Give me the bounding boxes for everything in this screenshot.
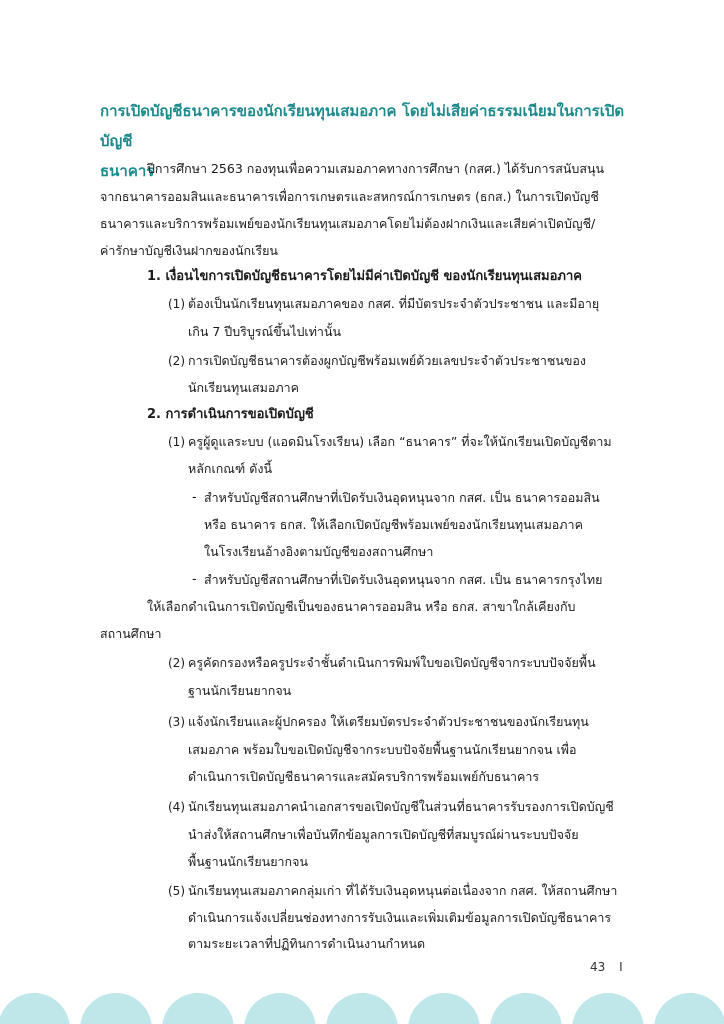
list-item-line: นักเรียนทุนเสมอภาคกลุ่มเก่า ที่ได้รับเงินอุดหนุนต่อเนื่องจาก กสศ. ให้สถานศึกษา [188, 883, 618, 898]
item-number: (5) [168, 884, 185, 898]
list-item-line: แจ้งนักเรียนและผู้ปกครอง ให้เตรียมบัตรประจำตัวประชาชนของนักเรียนทุน [188, 714, 589, 729]
list-item-line: เสมอภาค พร้อมใบขอเปิดบัญชีจากระบบปัจจัยพื้นฐานนักเรียนยากจน เพื่อ [188, 742, 577, 757]
list-item-line: ดำเนินการแจ้งเปลี่ยนช่องทางการรับเงินและเพิ่มเติมข้อมูลการเปิดบัญชีธนาคาร [188, 910, 612, 925]
bullet-line: สำหรับบัญชีสถานศึกษาที่เปิดรับเงินอุดหนุนจาก กสศ. เป็น ธนาคารกรุงไทย [204, 572, 603, 587]
item-number: (1) [168, 435, 185, 449]
continuation-line: ให้เลือกดำเนินการเปิดบัญชีเป็นของธนาคารออมสิน หรือ ธกส. สาขาใกล้เคียงกับ [147, 599, 576, 614]
decor-circle [244, 993, 316, 1024]
item-number: (4) [168, 800, 185, 814]
list-item-line: นักเรียนทุนเสมอภาค [188, 380, 300, 395]
decorative-wave-circles [0, 985, 724, 1024]
section-2-heading: 2. การดำเนินการขอเปิดบัญชี [147, 407, 314, 422]
bullet-dash: - [192, 572, 197, 587]
bullet-line: สำหรับบัญชีสถานศึกษาที่เปิดรับเงินอุดหนุนจาก กสศ. เป็น ธนาคารออมสิน [204, 490, 600, 505]
list-item-line: เกิน 7 ปีบริบูรณ์ขึ้นไปเท่านั้น [188, 324, 342, 339]
page-number-value: 43 [590, 960, 606, 974]
item-number: (2) [168, 656, 185, 670]
list-item-line: ต้องเป็นนักเรียนทุนเสมอภาคของ กสศ. ที่มีบัตรประจำตัวประชาชน และมีอายุ [188, 296, 600, 311]
page-number [590, 960, 623, 974]
item-number: (2) [168, 354, 185, 368]
decor-circle [572, 993, 644, 1024]
item-number: (3) [168, 715, 185, 729]
decor-circle [408, 993, 480, 1024]
decor-circle [326, 993, 398, 1024]
page-title: การเปิดบัญชีธนาคารของนักเรียนทุนเสมอภาค โดยไม่เสียค่าธรรมเนียมในการเปิดบัญชี ธนาคาร [100, 102, 625, 180]
item-number: (1) [168, 297, 185, 311]
intro-line: จากธนาคารออมสินและธนาคารเพื่อการเกษตรและสหกรณ์การเกษตร (ธกส.) ในการเปิดบัญชี [100, 189, 599, 204]
list-item-line: การเปิดบัญชีธนาคารต้องผูกบัญชีพร้อมเพย์ด้วยเลขประจำตัวประชาชนของ [188, 353, 587, 368]
continuation-line: สถานศึกษา [100, 626, 162, 641]
decor-circle [490, 993, 562, 1024]
list-item-line: ตามระยะเวลาที่ปฏิทินการดำเนินงานกำหนด [188, 936, 426, 951]
decor-circle [162, 993, 234, 1024]
list-item-line: พื้นฐานนักเรียนยากจน [188, 854, 308, 869]
intro-line: ค่ารักษาบัญชีเงินฝากของนักเรียน [100, 243, 278, 258]
decor-circle [80, 993, 152, 1024]
decor-circle [654, 993, 724, 1024]
intro-line: ธนาคารและบริการพร้อมเพย์ของนักเรียนทุนเสมอภาคโดยไม่ต้องฝากเงินและเสียค่าเปิดบัญชี/ [100, 216, 596, 231]
bullet-line: หรือ ธนาคาร ธกส. ให้เลือกเปิดบัญชีพร้อมเพย์ของนักเรียนทุนเสมอภาค [204, 517, 583, 532]
page-number-separator: I [619, 960, 623, 974]
list-item-line: ครูคัดกรองหรือครูประจำชั้นดำเนินการพิมพ์ใบขอเปิดบัญชีจากระบบปัจจัยพื้น [188, 655, 596, 670]
list-item-line: นำส่งให้สถานศึกษาเพื่อบันทึกข้อมูลการเปิดบัญชีที่สมบูรณ์ผ่านระบบปัจจัย [188, 827, 579, 842]
bullet-dash: - [192, 490, 197, 505]
intro-line: ปีการศึกษา 2563 กองทุนเพื่อความเสมอภาคทางการศึกษา (กสศ.) ได้รับการสนับสนุน [147, 161, 605, 176]
list-item-line: หลักเกณฑ์ ดังนี้ [188, 461, 273, 476]
list-item-line: นักเรียนทุนเสมอภาคนำเอกสารขอเปิดบัญชีในส่วนที่ธนาคารรับรองการเปิดบัญชี [188, 799, 614, 814]
decor-circle [0, 993, 70, 1024]
bullet-line: ในโรงเรียนอ้างอิงตามบัญชีของสถานศึกษา [204, 544, 434, 559]
list-item-line: ครูผู้ดูแลระบบ (แอดมินโรงเรียน) เลือก “ธนาคาร” ที่จะให้นักเรียนเปิดบัญชีตาม [188, 434, 612, 449]
section-1-heading: 1. เงื่อนไขการเปิดบัญชีธนาคารโดยไม่มีค่าเปิดบัญชี ของนักเรียนทุนเสมอภาค [147, 269, 582, 284]
list-item-line: ดำเนินการเปิดบัญชีธนาคารและสมัครบริการพร้อมเพย์กับธนาคาร [188, 769, 540, 784]
list-item-line: ฐานนักเรียนยากจน [188, 683, 292, 698]
